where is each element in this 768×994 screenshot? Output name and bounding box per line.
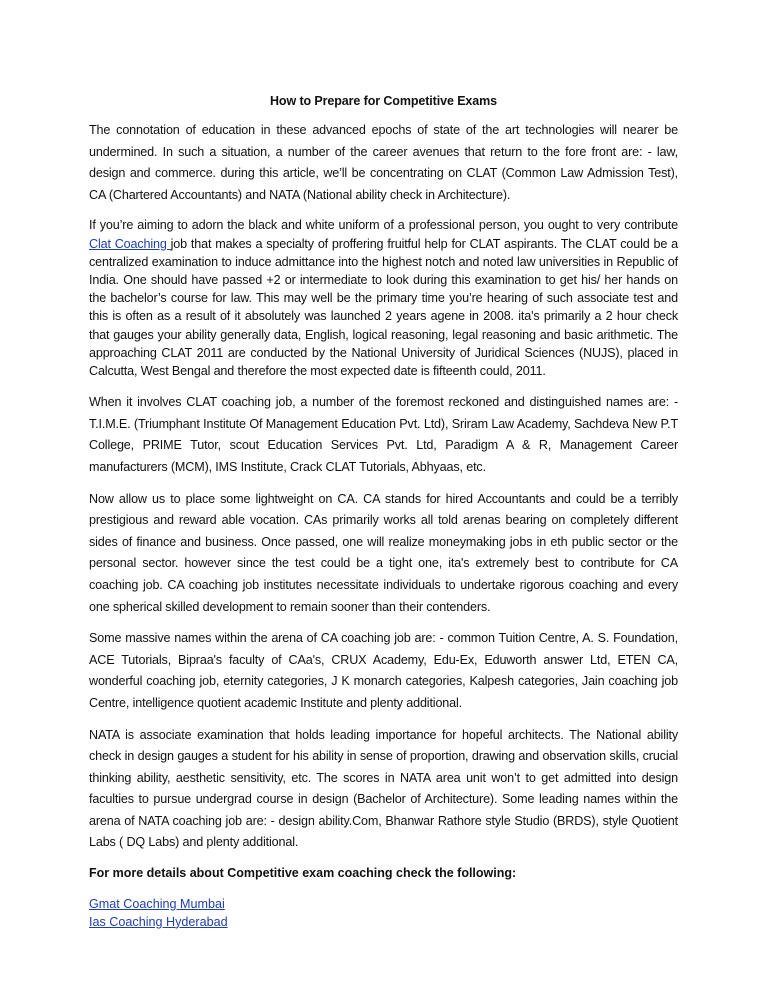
paragraph-clat	[89, 216, 678, 380]
paragraph-ca: Now allow us to place some lightweight on CA. CA stands for hired Accountants and could be a terribly prestigious and reward able vocation. CAs primarily works all told arenas bearing on completely different sides of finance and business. Once passed, one will realize moneymaking jobs in eth public sector or the personal sector. however since the test could be a tight one, ita's extremely best to contribute for CA coaching job. CA coaching job institutes necessitate individuals to undertake rigorous coaching and every one spherical skilled development to remain sooner than their contenders.	[89, 491, 678, 614]
related-links	[89, 896, 678, 931]
paragraph-intro: The connotation of education in these advanced epochs of state of the art technologies will nearer be undermined. In such a situation, a number of the career avenues that return to the fore front are: - law, design and commerce. during this article, we’ll be concentrating on CLAT (Common Law Admission Test), CA (Chartered Accountants) and NATA (National ability check in Architecture).	[89, 123, 678, 202]
paragraph-nata: NATA is associate examination that holds leading importance for hopeful architects. The National ability check in design gauges a student for his ability in sense of proportion, drawing and observation skills, crucial thinking ability, aesthetic sensitivity, etc. The scores in NATA area unit won’t to get admitted into design faculties to pursue undergrad course in design (Bachelor of Architecture). Some leading names within the arena of NATA coaching job are: - design ability.Com, Bhanwar Rathore style Studio (BRDS), style Quotient Labs ( DQ Labs) and plenty additional.	[89, 727, 678, 850]
document-title: How to Prepare for Competitive Exams	[269, 94, 497, 108]
ias-coaching-hyderabad-link[interactable]: Ias Coaching Hyderabad	[89, 914, 228, 929]
paragraph-ca-institutes: Some massive names within the arena of CA coaching job are: - common Tuition Centre, A. S. Foundation, ACE Tutorials, Bipraa's faculty of CAa's, CRUX Academy, Edu-Ex, Eduworth answer Ltd, ETEN CA, wonderful coaching job, eternity categories, J K monarch categories, Kalpesh categories, Jain coaching job Centre, intelligence quotient academic Institute and plenty additional.	[89, 631, 678, 710]
paragraph-clat-institutes: When it involves CLAT coaching job, a number of the foremost reckoned and distinguished names are: - T.I.M.E. (Triumphant Institute Of Management Education Pvt. Ltd), Sriram Law Academy, Sachdeva New P.T College, PRIME Tutor, scout Education Services Pvt. Ltd, Paradigm A & R, Management Career manufacturers (MCM), IMS Institute, Crack CLAT Tutorials, Abhyaas, etc.	[89, 395, 678, 474]
paragraph-clat-text-after: job that makes a specialty of proffering fruitful help for CLAT aspirants. The CLAT could be a centralized examination to induce admittance into the highest notch and noted law universities in Republic of India. One should have passed +2 or intermediate to look during this examination to get his/ her hands on the bachelor’s course for law. This may well be the primary time you’re hearing of such associate test and this is often as a result of it absolutely was launched 2 years agene in 2008. ita's primarily a 2 hour check that gauges your ability generally data, English, logical reasoning, legal reasoning and basic arithmetic. The approaching CLAT 2011 are conducted by the National University of Juridical Sciences (NUJS), placed in Calcutta, West Bengal and therefore the most expected date is fifteenth could, 2011.	[89, 236, 678, 378]
document-page	[89, 92, 678, 931]
more-details-heading: For more details about Competitive exam coaching check the following:	[89, 866, 517, 881]
paragraph-clat-text-before: If you’re aiming to adorn the black and white uniform of a professional person, you ought to very contribute	[89, 218, 678, 233]
clat-coaching-link[interactable]: Clat Coaching	[89, 236, 171, 251]
gmat-coaching-mumbai-link[interactable]: Gmat Coaching Mumbai	[89, 897, 225, 912]
